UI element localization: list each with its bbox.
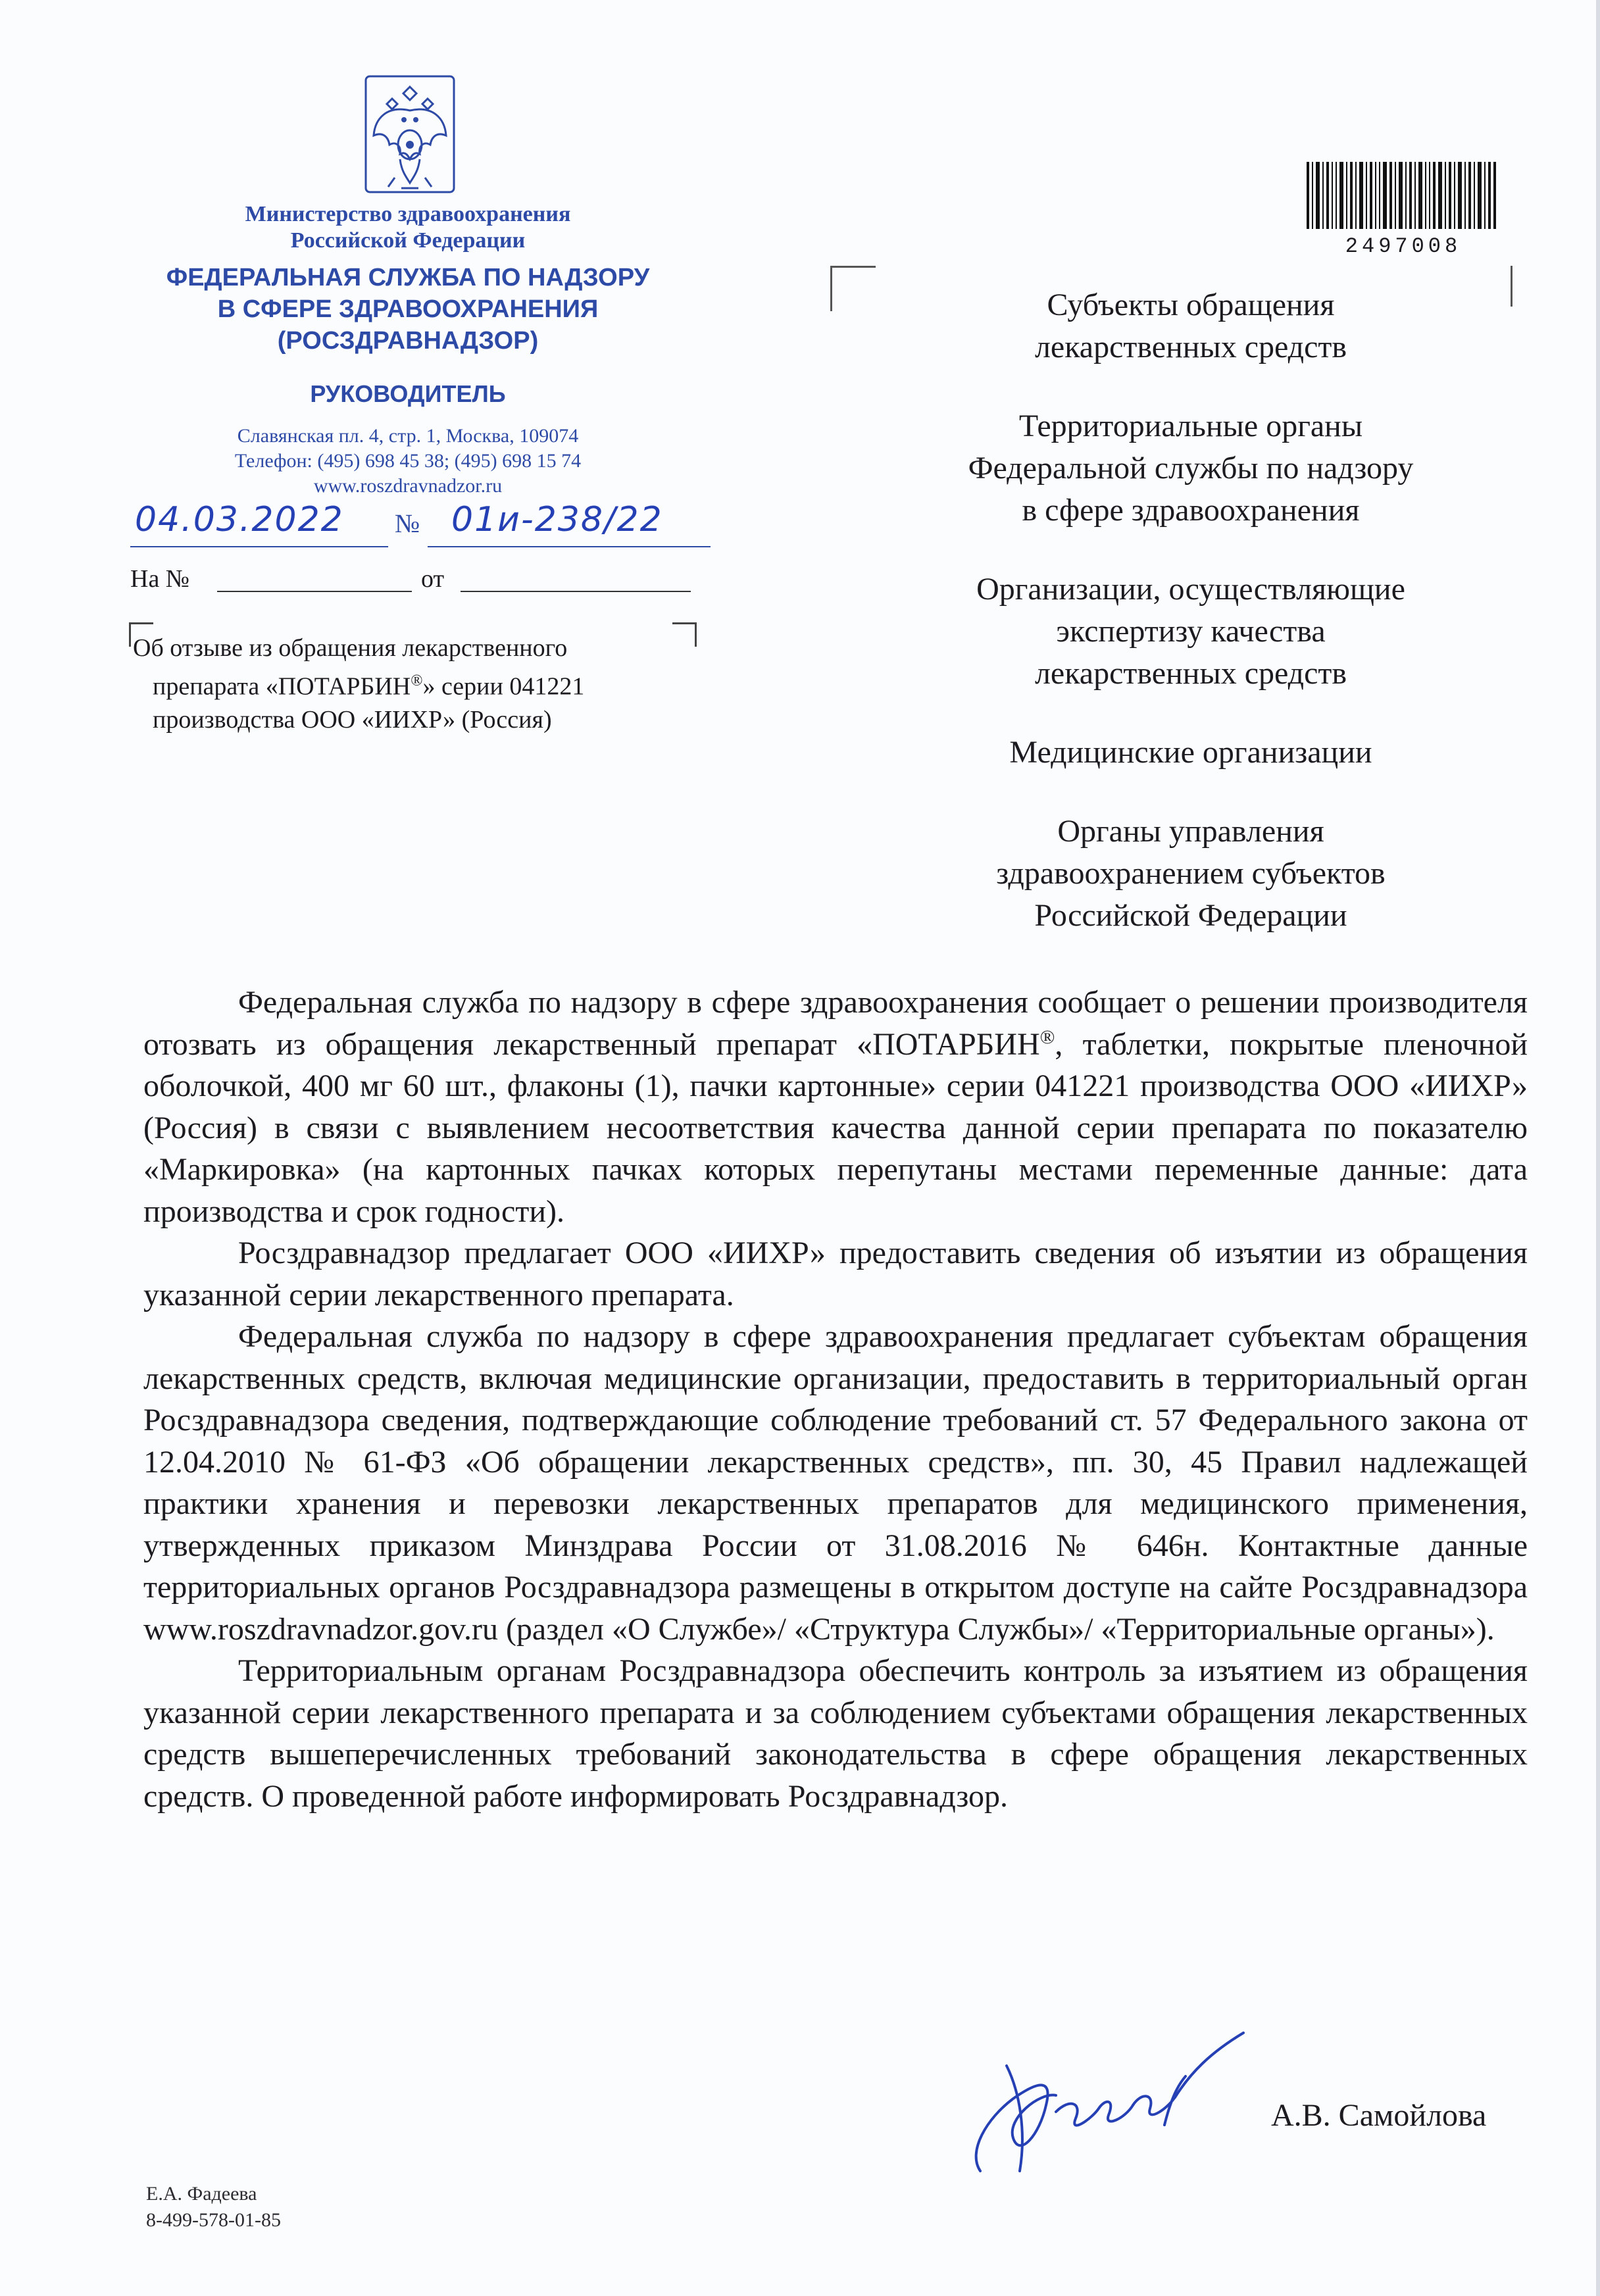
handwritten-number: 01и-238/22	[451, 500, 663, 539]
body-paragraph-2: Росздравнадзор предлагает ООО «ИИХР» предоставить сведения об изъятии из обращения указанной серии лекарственного препарата.	[143, 1235, 1528, 1312]
handwritten-date: 04.03.2022	[135, 500, 344, 539]
addressee-list	[875, 284, 1507, 974]
date-underline	[130, 546, 388, 547]
head-title: РУКОВОДИТЕЛЬ	[310, 380, 506, 407]
page-edge	[1596, 0, 1600, 2296]
barcode-icon	[1303, 159, 1500, 232]
ministry-line-2: Российской Федерации	[290, 228, 526, 253]
service-line-1: ФЕДЕРАЛЬНАЯ СЛУЖБА ПО НАДЗОРУ	[166, 264, 650, 291]
phone: Телефон: (495) 698 45 38; (495) 698 15 74	[234, 450, 582, 472]
subject-line-3: производства ООО «ИИХР» (Россия)	[153, 705, 552, 734]
number-underline	[428, 546, 711, 547]
coat-of-arms-icon	[361, 72, 459, 197]
website: www.roszdravnadzor.ru	[313, 475, 503, 497]
body-paragraph-3: Федеральная служба по надзору в сфере здравоохранения предлагает субъектам обращения лекарственных средств, включая медицинские организации, предоставить в территориальный орган Росздравнадзора сведения, подтверждающие соблюдение требований ст. 57 Федерального закона от 12.04.2010 № 61-ФЗ «Об обращении лекарственных средств», пп. 30, 45 Правил надлежащей практики хранения и перевозки лекарственных препаратов для медицинского применения, утвержденных приказом Минздрава России от 31.08.2016 № 646н. Контактные данные территориальных органов Росздравнадзора размещены в открытом доступе на сайте Росздравнадзора www.roszdravnadzor.gov.ru (раздел «О Службе»/ «Структура Службы»/ «Территориальные органы»).	[143, 1319, 1528, 1647]
addressee-corner-right	[1511, 266, 1512, 307]
service-line-2: В СФЕРЕ ЗДРАВООХРАНЕНИЯ	[217, 295, 599, 323]
ministry-name	[99, 201, 717, 254]
contact-block	[99, 424, 717, 499]
addressee-group: Органы управления здравоохранением субъектов Российской Федерации	[996, 814, 1386, 933]
ref-date-underline	[461, 591, 691, 592]
address: Славянская пл. 4, стр. 1, Москва, 109074	[237, 425, 579, 447]
addressee-group: Организации, осуществляющие экспертизу качества лекарственных средств	[976, 572, 1405, 691]
service-line-3: (РОСЗДРАВНАДЗОР)	[277, 327, 539, 355]
body-paragraph-4: Территориальным органам Росздравнадзора обеспечить контроль за изъятием из обращения указанной серии лекарственного препарата и за соблюдением субъектами обращения лекарственных средств вышеперечисленных требований законодательства в сфере обращения лекарственных средств. О проведенной работе информировать Росздравнадзор.	[143, 1653, 1528, 1814]
executor-name: Е.А. Фадеева	[146, 2183, 257, 2205]
addressee-corner-left	[830, 266, 876, 311]
ref-number-underline	[217, 591, 412, 592]
number-sign: №	[395, 509, 420, 538]
signer-name: А.В. Самойлова	[1271, 2098, 1487, 2133]
letter-body	[143, 982, 1528, 1817]
executor-phone: 8-499-578-01-85	[146, 2209, 281, 2231]
handwritten-signature	[941, 2020, 1270, 2191]
addressee-group: Территориальные органы Федеральной службы по надзору в сфере здравоохранения	[968, 409, 1414, 528]
subject-line-1: Об отзыве из обращения лекарственного	[133, 634, 568, 662]
addressee-group: Медицинские организации	[1009, 735, 1372, 770]
body-paragraph-1: Федеральная служба по надзору в сфере здравоохранения сообщает о решении производителя отозвать из обращения лекарственный препарат «ПОТАРБИН®, таблетки, покрытые пленочной оболочкой, 400 мг 60 шт., флаконы (1), пачки картонные» серии 041221 производства ООО «ИИХР» (Россия) в связи с выявлением несоответствия качества данной серии препарата по показателю «Маркировка» (на картонных пачках которых перепутаны местами переменные данные: дата производства и срок годности).	[143, 985, 1528, 1229]
service-name	[99, 262, 717, 357]
letter-subject	[133, 632, 692, 736]
addressee-group: Субъекты обращения лекарственных средств	[1034, 287, 1347, 364]
ministry-line-1: Министерство здравоохранения	[245, 202, 571, 226]
barcode-number: 2497008	[1345, 234, 1462, 259]
ref-number-label: На №	[130, 565, 190, 593]
ref-date-label: от	[421, 565, 445, 593]
subject-line-2: препарата «ПОТАРБИН®» серии 041221	[153, 672, 585, 701]
